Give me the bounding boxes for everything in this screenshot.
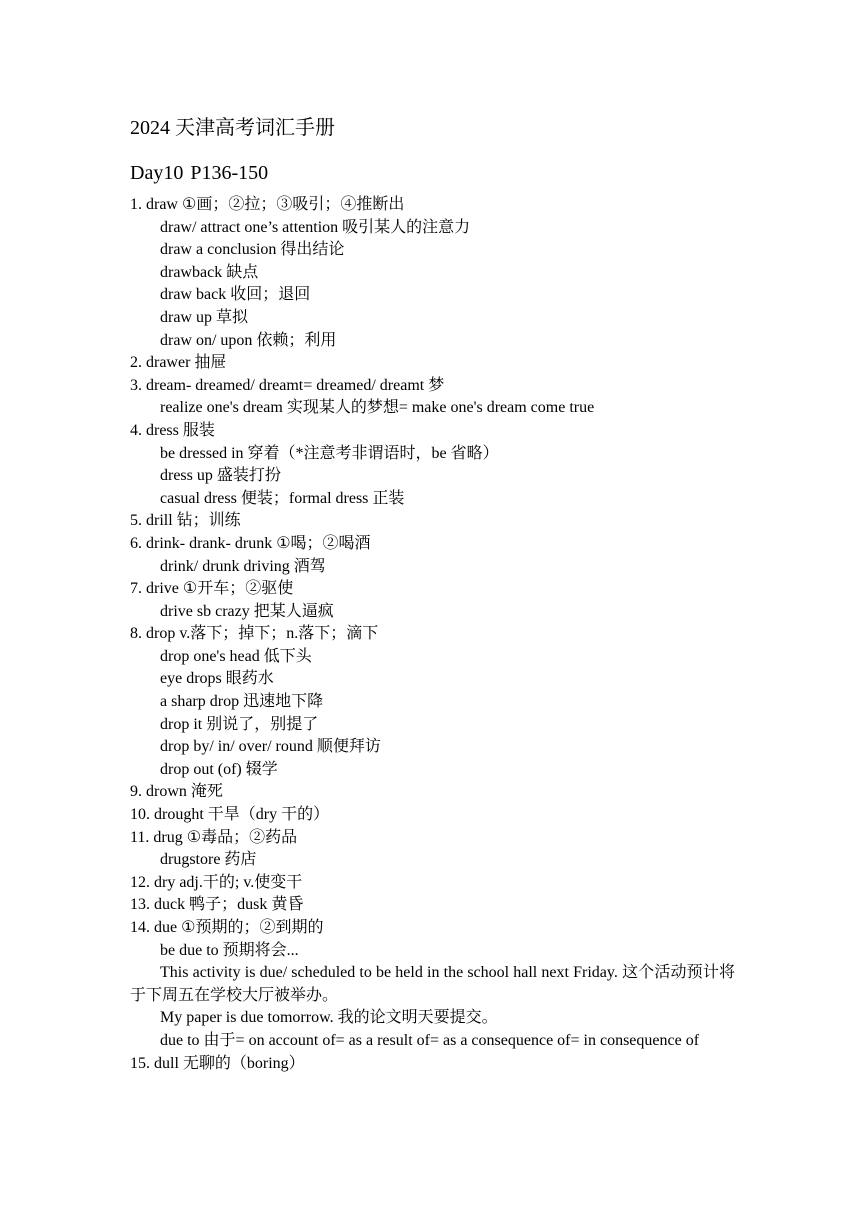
entry-1: 1. draw ①画；②拉；③吸引；④推断出 <box>130 196 405 213</box>
entry-6: 6. drink- drank- drunk ①喝；②喝酒 <box>130 534 371 552</box>
entry-14-example-sentence: This activity is due/ scheduled to be held in the school hall next Friday. 这个活动预计将于下周五在学校大厅被举办。 <box>130 964 735 1004</box>
entry-3: 3. dream- dreamed/ dreamt= dreamed/ dreamt 梦 <box>130 376 445 394</box>
entry-4-phrase: dress up 盛装打扮 <box>160 467 281 485</box>
entry-3-phrase: realize one's dream 实现某人的梦想= make one's dream come true <box>160 399 595 417</box>
entry-2: 2. drawer 抽屉 <box>130 354 227 372</box>
entry-9: 9. drown 淹死 <box>130 783 223 801</box>
entry-15: 15. dull 无聊的（boring） <box>130 1054 305 1072</box>
entry-7-phrase: drive sb crazy 把某人逼疯 <box>160 602 334 620</box>
entry-1-phrase: draw a conclusion 得出结论 <box>160 241 345 259</box>
entry-8-phrase: drop one's head 低下头 <box>160 647 312 665</box>
entry-8-phrase: a sharp drop 迅速地下降 <box>160 693 324 711</box>
entry-1-phrase: draw/ attract one’s attention 吸引某人的注意力 <box>160 218 471 236</box>
entry-8-phrase: drop it 别说了，别提了 <box>160 715 319 733</box>
day-heading: Day10 P136-150 <box>130 162 269 184</box>
entry-13: 13. duck 鸭子；dusk 黄昏 <box>130 896 304 914</box>
entry-12: 12. dry adj.干的; v.使变干 <box>130 873 303 891</box>
entry-1-phrase: draw up 草拟 <box>160 308 248 326</box>
entry-8-phrase: drop out (of) 辍学 <box>160 760 278 778</box>
entry-14-synonyms: due to 由于= on account of= as a result of= as a consequence of= in consequence of <box>160 1031 700 1049</box>
entry-14-phrase: be due to 预期将会... <box>160 941 299 959</box>
entry-6-phrase: drink/ drunk driving 酒驾 <box>160 557 326 575</box>
document-title: 2024 天津高考词汇手册 <box>130 117 335 139</box>
entry-1-phrase: draw on/ upon 依赖；利用 <box>160 331 337 349</box>
entry-14-example-sentence: My paper is due tomorrow. 我的论文明天要提交。 <box>160 1009 498 1027</box>
entry-11-phrase: drugstore 药店 <box>160 851 257 869</box>
entry-4: 4. dress 服装 <box>130 421 215 439</box>
entry-1-phrase: drawback 缺点 <box>160 263 259 281</box>
entry-7: 7. drive ①开车；②驱使 <box>130 580 294 598</box>
entry-8-phrase: eye drops 眼药水 <box>160 670 274 688</box>
vocabulary-list <box>130 194 735 1075</box>
entry-5: 5. drill 钻；训练 <box>130 512 241 530</box>
entry-10: 10. drought 干旱（dry 干的） <box>130 806 330 824</box>
entry-8-phrase: drop by/ in/ over/ round 顺便拜访 <box>160 738 381 756</box>
entry-1-phrase: draw back 收回；退回 <box>160 286 311 304</box>
entry-4-phrase: casual dress 便装；formal dress 正装 <box>160 489 405 507</box>
entry-4-phrase: be dressed in 穿着（*注意考非谓语时，be 省略） <box>160 444 499 462</box>
entry-11: 11. drug ①毒品；②药品 <box>130 828 298 846</box>
entry-14: 14. due ①预期的；②到期的 <box>130 919 324 936</box>
entry-8: 8. drop v.落下；掉下；n.落下；滴下 <box>130 625 379 643</box>
